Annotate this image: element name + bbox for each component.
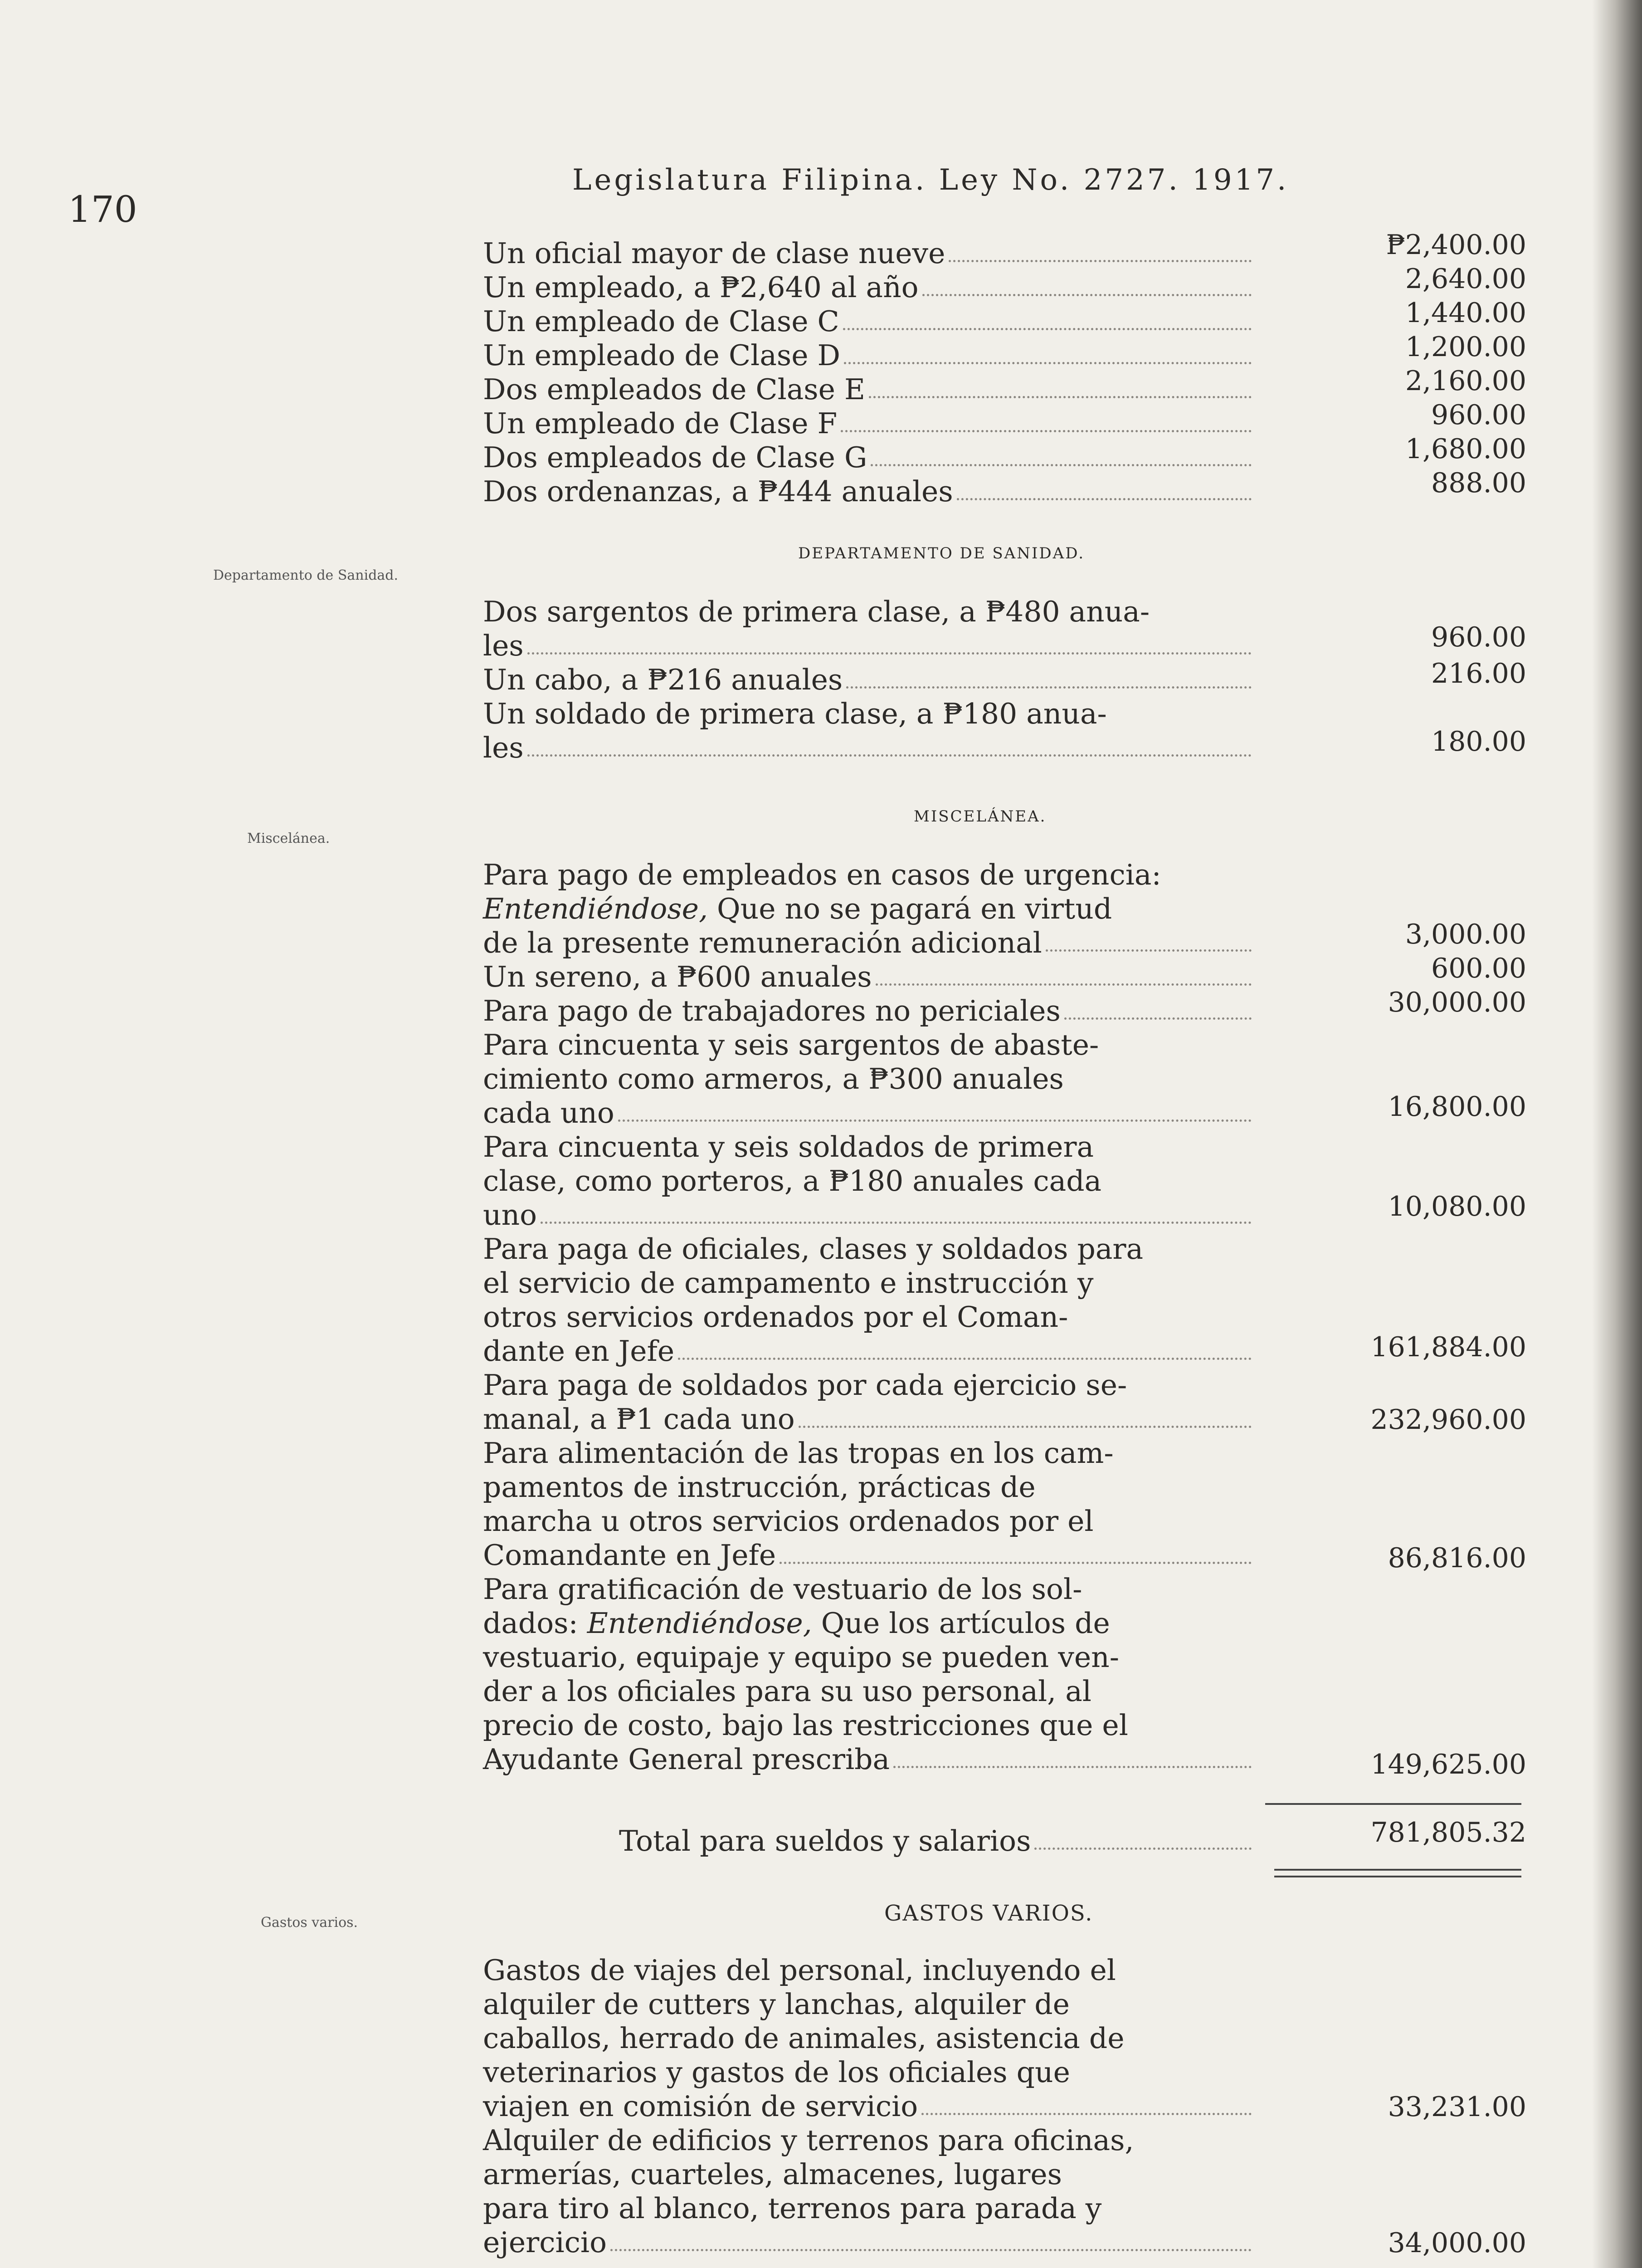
entry-text: Para gratificación de vestuario de los sol- — [483, 1573, 1082, 1606]
entry-text: Para cincuenta y seis soldados de primera — [483, 1130, 1094, 1163]
amount: 16,800.00 — [1388, 1091, 1526, 1123]
entry-line — [483, 1436, 1252, 1471]
entry-line — [483, 959, 1252, 995]
entry-text: de la presente remuneración adicional — [483, 926, 1042, 959]
total-rule-double-1 — [1274, 1869, 1521, 1871]
amount: ₱2,400.00 — [1386, 229, 1526, 261]
entry-text — [483, 891, 1112, 927]
entry-line — [483, 1708, 1252, 1743]
entry-line — [483, 1061, 1252, 1097]
entry-text: Un empleado de Clase F — [483, 407, 838, 440]
amount: 600.00 — [1431, 953, 1526, 984]
entry-line — [483, 1300, 1252, 1335]
entry-text: Un empleado de Clase D — [483, 339, 841, 372]
entry-line — [483, 474, 1252, 509]
dot-leader — [869, 396, 1252, 398]
entry-text: Dos sargentos de primera clase, a ₱480 anua- — [483, 595, 1150, 628]
amount: 180.00 — [1431, 726, 1526, 758]
amount: 960.00 — [1431, 621, 1526, 653]
page-number: 170 — [68, 188, 137, 230]
entry-text: Un oficial mayor de clase nueve — [483, 237, 945, 270]
entry-text: veterinarios y gastos de los oficiales que — [483, 2056, 1070, 2089]
entry-line — [483, 730, 1252, 766]
entry-text: manal, a ₱1 cada uno — [483, 1403, 795, 1436]
amount: 86,816.00 — [1388, 1542, 1526, 1574]
entry-text: Comandante en Jefe — [483, 1539, 776, 1572]
entry-line — [483, 2055, 1252, 2090]
entry-text: Dos empleados de Clase G — [483, 441, 867, 474]
entry-line — [483, 304, 1252, 339]
entry-text: Un empleado, a ₱2,640 al año — [483, 271, 919, 304]
entry-line — [483, 594, 1252, 630]
entry-line — [483, 1129, 1252, 1165]
running-head: Legislatura Filipina. Ley No. 2727. 1917. — [572, 163, 1289, 197]
dot-leader — [957, 498, 1252, 500]
entry-text: viajen en comisión de servicio — [483, 2090, 918, 2123]
entry-text: vestuario, equipaje y equipo se pueden ven- — [483, 1641, 1119, 1674]
entry-line — [483, 1368, 1252, 1403]
entry-line — [483, 2089, 1252, 2124]
entry-line — [483, 628, 1252, 664]
entry-text: Para alimentación de las tropas en los cam- — [483, 1437, 1114, 1470]
entry-line — [483, 1504, 1252, 1539]
margin-note-gastos: Gastos varios. — [261, 1915, 358, 1931]
entry-line — [483, 2225, 1252, 2260]
entry-line — [483, 1572, 1252, 1607]
entry-text: Alquiler de edificios y terrenos para oficinas, — [483, 2124, 1134, 2157]
amount: 232,960.00 — [1370, 1404, 1526, 1436]
entry-line — [483, 696, 1252, 732]
entry-line — [483, 1402, 1252, 1437]
entry-line — [483, 1163, 1252, 1199]
amount: 30,000.00 — [1388, 987, 1526, 1018]
entry-text: armerías, cuarteles, almacenes, lugares — [483, 2158, 1062, 2191]
dot-leader — [921, 2113, 1252, 2115]
entry-text: clase, como porteros, a ₱180 anuales cada — [483, 1164, 1102, 1198]
entry-text: uno — [483, 1198, 537, 1232]
dot-leader — [541, 1222, 1252, 1224]
amount: 1,680.00 — [1405, 433, 1526, 465]
entry-line — [483, 1606, 1252, 1641]
entry-line — [483, 236, 1252, 271]
entry-line — [483, 440, 1252, 475]
margin-note-miscelanea: Miscelánea. — [247, 831, 330, 846]
dot-leader — [780, 1562, 1252, 1564]
entry-line — [483, 338, 1252, 373]
entry-text: precio de costo, bajo las restricciones que el — [483, 1709, 1128, 1742]
entry-line — [483, 1470, 1252, 1505]
entry-text: pamentos de instrucción, prácticas de — [483, 1471, 1036, 1504]
amount: 149,625.00 — [1370, 1749, 1526, 1780]
entry-text: dante en Jefe — [483, 1334, 675, 1368]
entry-line — [483, 1027, 1252, 1063]
dot-leader — [876, 983, 1252, 986]
entry-text: marcha u otros servicios ordenados por el — [483, 1505, 1094, 1538]
entry-line — [483, 891, 1252, 927]
entry-line — [483, 1334, 1252, 1369]
dot-leader — [949, 260, 1252, 262]
entry-line — [483, 2021, 1252, 2056]
entry-text: der a los oficiales para su uso personal, al — [483, 1675, 1091, 1708]
dot-leader — [799, 1426, 1252, 1428]
entry-line — [483, 2123, 1252, 2158]
entry-line — [483, 1198, 1252, 1233]
entry-line — [483, 1095, 1252, 1131]
entry-line — [483, 1266, 1252, 1301]
entry-text: Un cabo, a ₱216 anuales — [483, 663, 843, 696]
entry-text: Dos empleados de Clase E — [483, 373, 865, 406]
entry-text: Para paga de soldados por cada ejercicio se- — [483, 1369, 1127, 1402]
italic-term: Entendiéndose, — [483, 892, 708, 925]
dot-leader — [871, 464, 1252, 466]
entry-line — [483, 662, 1252, 698]
total-amount: 781,805.32 — [1370, 1817, 1526, 1848]
entry-text: Para paga de oficiales, clases y soldados para — [483, 1232, 1144, 1266]
entry-line — [483, 1674, 1252, 1709]
total-label: Total para sueldos y salarios — [619, 1824, 1031, 1857]
amount: 2,640.00 — [1405, 263, 1526, 295]
dot-leader — [1046, 949, 1252, 952]
amount: 34,000.00 — [1388, 2227, 1526, 2259]
dot-leader — [841, 430, 1252, 432]
amount: 888.00 — [1431, 467, 1526, 499]
entry-text: caballos, herrado de animales, asistencia de — [483, 2022, 1125, 2055]
total-line — [619, 1823, 1252, 1859]
amount: 161,884.00 — [1370, 1331, 1526, 1363]
entry-text: Dos ordenanzas, a ₱444 anuales — [483, 475, 953, 508]
dot-leader — [527, 652, 1252, 655]
entry-line — [483, 925, 1252, 961]
dot-leader — [618, 1119, 1252, 1122]
entry-line — [483, 857, 1252, 893]
dot-leader — [843, 328, 1252, 330]
entry-text: Para pago de empleados en casos de urgencia: — [483, 858, 1161, 891]
section-title-sanidad: DEPARTAMENTO DE SANIDAD. — [798, 544, 1085, 562]
entry-text: el servicio de campamento e instrucción y — [483, 1266, 1094, 1300]
entry-line — [483, 1742, 1252, 1777]
dot-leader — [527, 754, 1252, 757]
entry-text: cimiento como armeros, a ₱300 anuales — [483, 1062, 1064, 1095]
dot-leader — [922, 294, 1252, 296]
amount: 960.00 — [1431, 399, 1526, 431]
dot-leader — [610, 2249, 1252, 2251]
entry-text: Gastos de viajes del personal, incluyendo el — [483, 1954, 1116, 1987]
entry-text: otros servicios ordenados por el Coman- — [483, 1300, 1068, 1334]
amount: 2,160.00 — [1405, 365, 1526, 397]
total-rule-double-2 — [1274, 1876, 1521, 1877]
dot-leader — [846, 686, 1252, 689]
entry-text: Para pago de trabajadores no periciales — [483, 994, 1061, 1027]
section-title-miscelanea: MISCELÁNEA. — [914, 807, 1047, 826]
entry-line — [483, 1953, 1252, 1988]
total-rule-top — [1265, 1803, 1521, 1805]
entry-text: Ayudante General prescriba — [483, 1743, 890, 1776]
entry-text: cada uno — [483, 1096, 614, 1129]
entry-line — [483, 1640, 1252, 1675]
entry-line — [483, 993, 1252, 1029]
entry-line — [483, 1538, 1252, 1573]
amount: 33,231.00 — [1388, 2091, 1526, 2123]
entry-text: Un sereno, a ₱600 anuales — [483, 960, 872, 993]
amount: 10,080.00 — [1388, 1191, 1526, 1222]
entry-line — [483, 1987, 1252, 2022]
amount: 1,440.00 — [1405, 297, 1526, 329]
entry-line — [483, 372, 1252, 407]
entry-line — [483, 406, 1252, 441]
entry-text: alquiler de cutters y lanchas, alquiler de — [483, 1988, 1070, 2021]
dot-leader — [1034, 1848, 1252, 1850]
amount: 216.00 — [1431, 658, 1526, 689]
dot-leader — [893, 1766, 1252, 1768]
entry-text-rest: Que los artículos de — [812, 1607, 1110, 1640]
entry-text: Un soldado de primera clase, a ₱180 anua- — [483, 697, 1107, 730]
entry-text: ejercicio — [483, 2226, 607, 2259]
margin-note-sanidad: Departamento de Sanidad. — [213, 567, 399, 583]
entry-text-rest: Que no se pagará en virtud — [707, 892, 1112, 925]
entry-text-lead: dados: — [483, 1607, 587, 1640]
dot-leader — [844, 362, 1252, 364]
entry-text — [483, 1606, 1110, 1641]
section-title-gastos: GASTOS VARIOS. — [884, 1901, 1093, 1926]
entry-text: les — [483, 731, 524, 764]
amount: 1,200.00 — [1405, 331, 1526, 363]
italic-term: Entendiéndose, — [587, 1607, 812, 1640]
entry-line — [483, 270, 1252, 305]
amount: 3,000.00 — [1405, 919, 1526, 950]
entry-line — [483, 2157, 1252, 2192]
dot-leader — [1064, 1017, 1252, 1020]
entry-text: les — [483, 629, 524, 662]
page-edge-shadow — [1592, 0, 1642, 2268]
dot-leader — [678, 1358, 1252, 1360]
entry-text: para tiro al blanco, terrenos para parada y — [483, 2192, 1102, 2225]
entry-text: Un empleado de Clase C — [483, 305, 839, 338]
entry-line — [483, 1232, 1252, 1267]
entry-text: Para cincuenta y seis sargentos de abaste- — [483, 1028, 1099, 1061]
entry-line — [483, 2191, 1252, 2226]
